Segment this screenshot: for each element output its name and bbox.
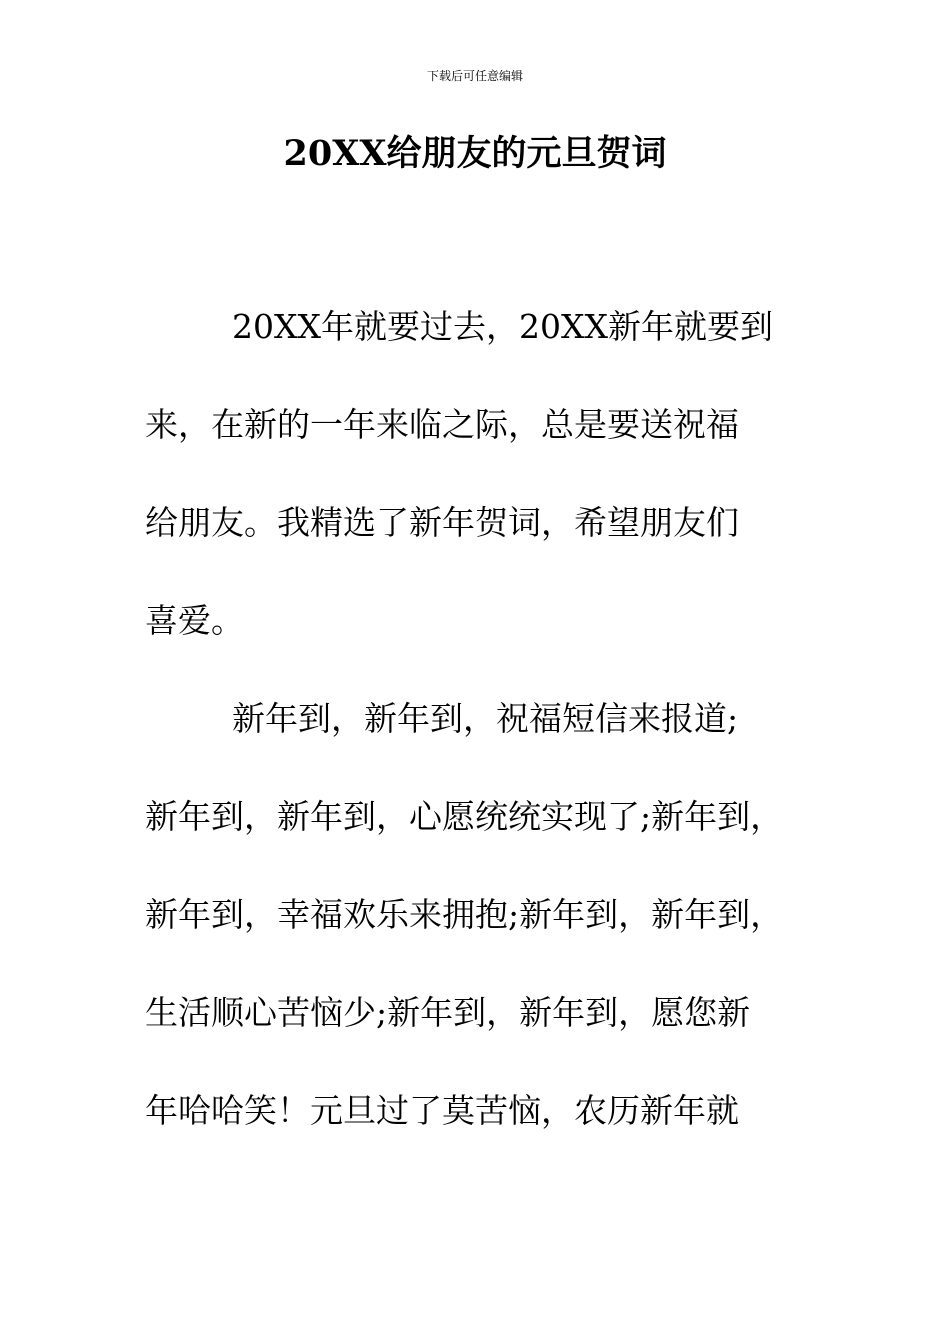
header-note: 下载后可任意编辑 bbox=[426, 69, 523, 83]
text-line: 喜爱。 bbox=[145, 601, 244, 640]
text-line: 年哈哈笑！元旦过了莫苦恼，农历新年就 bbox=[145, 1091, 739, 1130]
text-line: 新年到，新年到，心愿统统实现了;新年到， bbox=[145, 797, 784, 836]
text-line: 新年到，幸福欢乐来拥抱;新年到，新年到， bbox=[145, 895, 784, 934]
text-line: 新年到，新年到，祝福短信来报道; bbox=[232, 699, 739, 738]
text-line: 给朋友。我精选了新年贺词，希望朋友们 bbox=[145, 503, 739, 542]
text-line: 20XX年就要过去，20XX新年就要到 bbox=[232, 307, 773, 346]
paragraph bbox=[145, 695, 810, 1185]
paragraph bbox=[145, 303, 810, 695]
document-body bbox=[145, 303, 810, 1185]
text-line: 来，在新的一年来临之际，总是要送祝福 bbox=[145, 405, 739, 444]
text-line: 生活顺心苦恼少;新年到，新年到，愿您新 bbox=[145, 993, 751, 1032]
page-title: 20XX给朋友的元旦贺词 bbox=[283, 133, 667, 174]
